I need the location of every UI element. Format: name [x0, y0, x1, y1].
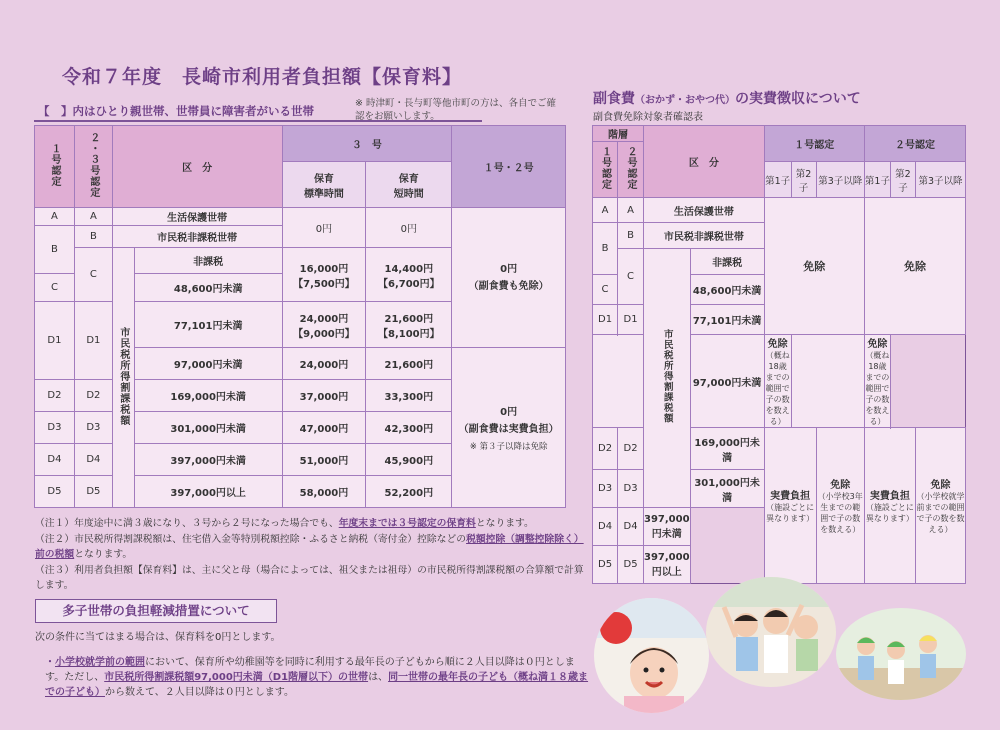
go1-exempt2-cell	[816, 428, 864, 584]
row-label: 48,600円未満	[690, 275, 764, 305]
fee-std: 58,000円	[282, 476, 366, 508]
income-vertical-label: 市民税所得割課税額	[643, 249, 690, 508]
header-23go: ２・３号認定	[74, 126, 112, 208]
fee-std: 51,000円	[282, 444, 366, 476]
level-A-1: A	[35, 208, 75, 226]
spacer-cell	[791, 335, 864, 428]
go2-exempt: 免除	[864, 198, 965, 335]
level-D3-2: D3	[618, 470, 644, 508]
header-standard-time: 保育 標準時間	[282, 162, 366, 208]
level-D5-1: D5	[593, 546, 618, 584]
go2-actual-cell	[864, 428, 915, 584]
header-col1: １号認定	[593, 142, 618, 198]
row-label: 97,000円未満	[134, 348, 282, 380]
header-short-time: 保育 短時間	[366, 162, 452, 208]
row-label: 48,600円未満	[134, 274, 282, 302]
level-D2-2: D2	[74, 380, 112, 412]
go2-actual-title: 実費負担	[869, 491, 910, 502]
fee-short: 21,600円 【8,100円】	[366, 302, 452, 348]
go1-exempt2-title: 免除	[830, 480, 851, 491]
header-child1: 第1子	[764, 162, 791, 198]
row-label: 生活保護世帯	[112, 208, 282, 226]
footnote-3: （注３）利用者負担額【保育料】は、主に父と母（場合によっては、祖父または祖母）の市民税所得割課税額の合算額で計算します。	[35, 564, 584, 591]
level-D1-2: D1	[74, 302, 112, 380]
level-C-1: C	[35, 274, 75, 302]
photo-toddler-balloon	[594, 598, 709, 713]
table-subtitle: 【 】内はひとり親世帯、世帯員に障害者がいる世帯	[38, 104, 314, 118]
level-D4-2: D4	[618, 508, 644, 546]
level-D3-1: D3	[593, 470, 618, 508]
row-label: 市民税非課税世帯	[112, 226, 282, 248]
level-D2-2: D2	[618, 428, 644, 470]
fee-std: 0円	[282, 208, 366, 248]
header-kubun: 区 分	[112, 126, 282, 208]
level-D1-1: D1	[593, 305, 618, 335]
header-kubun: 区 分	[643, 126, 764, 198]
header-child3: 第3子以降	[816, 162, 864, 198]
fee-table	[34, 125, 566, 508]
fee-std: 16,000円 【7,500円】	[282, 248, 366, 302]
side-dish-table	[592, 125, 966, 584]
footnote-1: （注１）年度途中に満３歳になり、３号から２号になった場合でも、年度末までは３号認定の保育料となります。	[35, 518, 534, 529]
level-D4-1: D4	[35, 444, 75, 476]
fee-std: 37,000円	[282, 380, 366, 412]
other-town-note: ※ 時津町・長与町等他市町の方は、各自でご確認をお願いします。	[355, 98, 556, 122]
level-D4-1: D4	[593, 508, 618, 546]
level-D5-2: D5	[74, 476, 112, 508]
level-B-1: B	[35, 226, 75, 274]
footnotes	[35, 516, 585, 594]
level-B-2: B	[74, 226, 112, 248]
row-label: 397,000円未満	[643, 508, 690, 546]
header-2go: ２号認定	[864, 126, 965, 162]
level-D5-2: D5	[618, 546, 644, 584]
go1-actual-cell	[764, 428, 816, 584]
row-label: 169,000円未満	[690, 428, 764, 470]
row-label: 77,101円未満	[134, 302, 282, 348]
row-label: 397,000円以上	[134, 476, 282, 508]
header-12go: １号・２号	[452, 126, 566, 208]
side-dish-title: 副食費（おかず・おやつ代）の実費徴収について	[593, 91, 861, 107]
go2-exempt3-title: 免除	[930, 480, 951, 491]
level-D2-1: D2	[593, 428, 618, 470]
fee-std: 24,000円	[282, 348, 366, 380]
go1-exempt-cell	[764, 335, 791, 428]
fee-short: 14,400円 【6,700円】	[366, 248, 452, 302]
go12-exempt-top: 0円 （副食費も免除）	[452, 208, 566, 348]
fee-short: 33,300円	[366, 380, 452, 412]
footnote-2: （注２）市民税所得割課税額は、住宅借入金等特別税額控除・ふるさと納税（寄付金）控除などの税額控除（調整控除除く）前の税額となります。	[35, 533, 584, 560]
go12-actual-note: ※ 第３子以降は免除	[469, 441, 548, 452]
go1-exempt-note: （概ね18歳までの範囲で子の数を数える）	[765, 351, 790, 426]
multi-child-condition: ・小学校就学前の範囲において、保育所や幼稚園等を同時に利用する最年長の子どもから順に２人目以降は０円とします。ただし、市民税所得割課税額97,000円未満（D1階層以下）の世帯は、同一世帯の最年長の子ども（概ね満１８歳までの子ども）から数えて、２人目以降は０円とします。	[45, 657, 589, 698]
go1-exempt: 免除	[764, 198, 864, 335]
level-D3-1: D3	[35, 412, 75, 444]
row-label: 生活保護世帯	[643, 198, 764, 223]
fee-std: 47,000円	[282, 412, 366, 444]
row-label: 169,000円未満	[134, 380, 282, 412]
level-D3-2: D3	[74, 412, 112, 444]
level-C-2: C	[618, 249, 644, 305]
row-label: 市民税非課税世帯	[643, 223, 764, 249]
multi-child-intro: 次の条件に当てはまる場合は、保育料を0円とします。	[35, 632, 281, 643]
row-label: 非課税	[134, 248, 282, 274]
level-D1-1: D1	[35, 302, 75, 380]
fee-std: 24,000円 【9,000円】	[282, 302, 366, 348]
photo-children-playground	[836, 608, 966, 700]
spacer-cell	[593, 335, 644, 428]
go1-exempt2-note: （小学校3年生までの範囲で子の数を数える）	[817, 492, 863, 534]
header-child2: 第2子	[791, 162, 816, 198]
level-D2-1: D2	[35, 380, 75, 412]
go1-exempt-title: 免除	[767, 339, 788, 350]
go2-exempt-title: 免除	[867, 339, 888, 350]
go12-actual-text: 0円 （副食費は実費負担）	[458, 406, 559, 435]
go2-actual-note: （施設ごとに異なります）	[865, 503, 914, 523]
row-label: 397,000円以上	[643, 546, 690, 584]
header-kaiso: 階層	[593, 126, 644, 142]
header-3go: ３ 号	[282, 126, 452, 162]
go2-exempt-cell	[864, 335, 890, 428]
fee-short: 42,300円	[366, 412, 452, 444]
level-D5-1: D5	[35, 476, 75, 508]
photo-children-cheering	[706, 577, 836, 687]
multi-child-title: 多子世帯の負担軽減措置について	[35, 599, 277, 623]
row-label: 301,000円未満	[134, 412, 282, 444]
header-child1: 第1子	[864, 162, 890, 198]
fee-short: 21,600円	[366, 348, 452, 380]
header-1go: １号認定	[35, 126, 75, 208]
level-A-1: A	[593, 198, 618, 223]
go1-actual-note: （施設ごとに異なります）	[766, 503, 815, 523]
row-label: 97,000円未満	[690, 335, 764, 428]
header-child2: 第2子	[890, 162, 915, 198]
income-vertical-label: 市民税所得割課税額	[112, 248, 134, 508]
level-D1-2: D1	[618, 305, 644, 335]
level-B-2: B	[618, 223, 644, 249]
fee-short: 45,900円	[366, 444, 452, 476]
header-child3: 第3子以降	[915, 162, 965, 198]
fee-short: 52,200円	[366, 476, 452, 508]
level-A-2: A	[618, 198, 644, 223]
row-label: 77,101円未満	[690, 305, 764, 335]
level-C-2: C	[74, 248, 112, 302]
go12-actual-cost	[452, 348, 566, 508]
header-1go: １号認定	[764, 126, 864, 162]
level-D4-2: D4	[74, 444, 112, 476]
side-dish-subtitle: 副食費免除対象者確認表	[593, 112, 703, 123]
page-title: 令和７年度 長崎市利用者負担額【保育料】	[62, 66, 463, 88]
level-B-1: B	[593, 223, 618, 275]
row-label: 397,000円未満	[134, 444, 282, 476]
go2-exempt3-note: （小学校就学前までの範囲で子の数を数える）	[916, 492, 965, 534]
header-col2: ２号認定	[618, 142, 644, 198]
row-label: 非課税	[690, 249, 764, 275]
level-C-1: C	[593, 275, 618, 305]
level-A-2: A	[74, 208, 112, 226]
row-label: 301,000円未満	[690, 470, 764, 508]
go1-actual-title: 実費負担	[770, 491, 811, 502]
go2-exempt-note: （概ね18歳までの範囲で子の数を数える）	[865, 351, 890, 426]
go2-exempt3-cell	[915, 428, 965, 584]
fee-short: 0円	[366, 208, 452, 248]
